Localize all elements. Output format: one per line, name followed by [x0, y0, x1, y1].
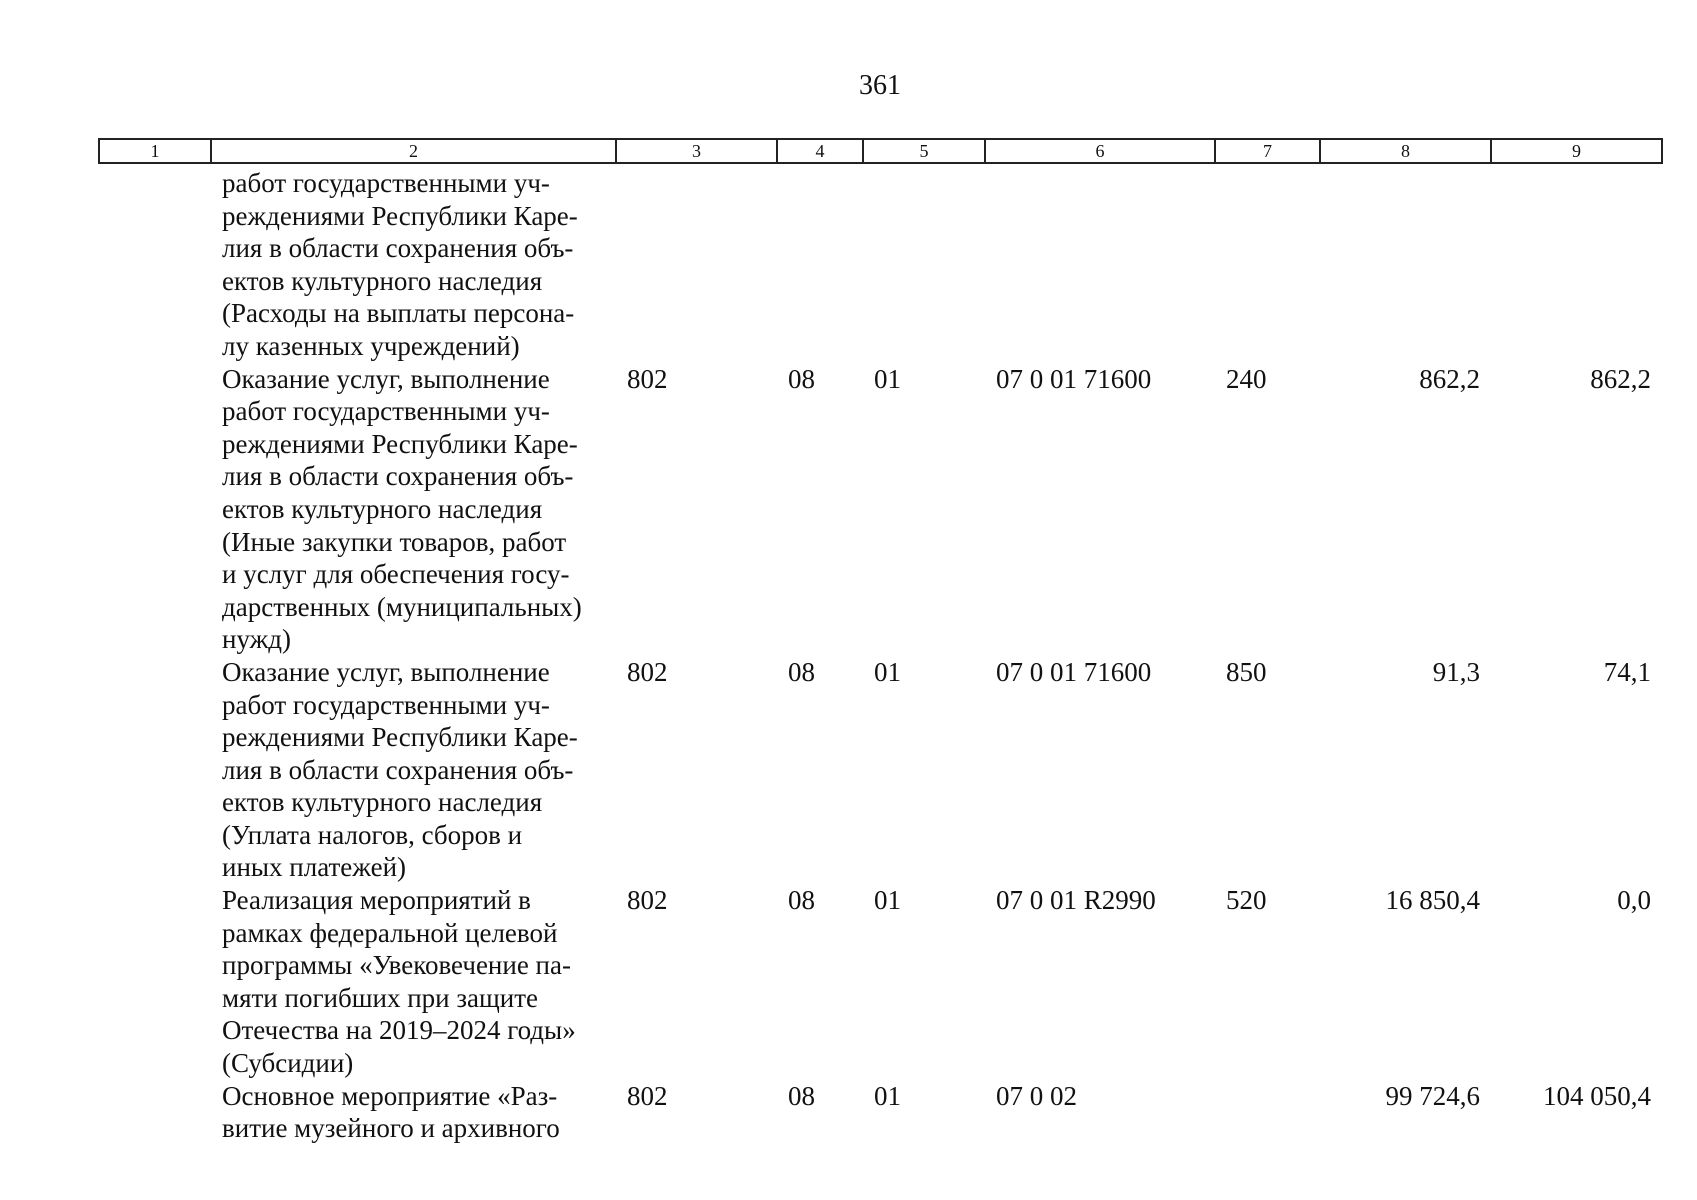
cell-amount-col8: 862,2 [1419, 363, 1480, 394]
cell-subsection: 01 [874, 656, 901, 687]
cell-col1 [99, 1080, 211, 1145]
cell-target-article: 07 0 01 71600 [996, 656, 1152, 687]
column-header-3: 3 [616, 139, 777, 163]
column-header-4: 4 [777, 139, 863, 163]
cell-ministry-code: 802 [627, 363, 668, 394]
column-number-header-row [99, 139, 1662, 163]
cell-expense-type [1215, 1080, 1320, 1145]
cell-amount-col8: 16 850,4 [1385, 885, 1480, 916]
budget-table [98, 138, 1663, 1145]
cell-description: Оказание услуг, выполнение работ государственными уч- реждениями Республики Каре- лия в области сохранения объ- ектов культурного наследия (Уплата налогов, сборов и иных платежей) [222, 656, 578, 883]
cell-description: работ государственными уч- реждениями Республики Каре- лия в области сохранения объ- ектов культурного наследия (Расходы на выплаты персона- лу казенных учреждений) [222, 168, 578, 361]
cell-ministry-code: 802 [627, 1080, 668, 1111]
column-header-9: 9 [1491, 139, 1662, 163]
cell-col1 [99, 884, 211, 1080]
cell-expense-type: 240 [1226, 363, 1267, 394]
cell-amount-col8: 91,3 [1432, 656, 1480, 687]
cell-col1 [99, 656, 211, 884]
cell-target-article: 07 0 02 [996, 1080, 1077, 1111]
cell-section: 08 [788, 656, 815, 687]
cell-section: 08 [788, 363, 815, 394]
cell-col1 [99, 363, 211, 656]
table-row [99, 1080, 1662, 1145]
cell-section: 08 [788, 885, 815, 916]
page-number: 361 [859, 70, 901, 101]
column-header-7: 7 [1215, 139, 1320, 163]
column-header-5: 5 [863, 139, 985, 163]
cell-subsection: 01 [874, 1080, 901, 1111]
column-header-2: 2 [211, 139, 616, 163]
column-header-8: 8 [1320, 139, 1491, 163]
cell-description: Основное мероприятие «Раз- витие музейного и архивного [222, 1080, 560, 1144]
column-header-6: 6 [985, 139, 1215, 163]
cell-expense-type [1215, 163, 1320, 363]
cell-amount-col8: 99 724,6 [1385, 1080, 1480, 1111]
cell-amount-col9: 104 050,4 [1543, 1080, 1651, 1111]
table-row [99, 656, 1662, 884]
cell-target-article: 07 0 01 R2990 [996, 885, 1156, 916]
cell-description: Реализация мероприятий в рамках федеральной целевой программы «Увековечение па- мяти погибших при защите Отечества на 2019–2024 годы» (Субсидии) [222, 885, 576, 1079]
cell-section: 08 [788, 1080, 815, 1111]
cell-amount-col9: 862,2 [1590, 363, 1651, 394]
cell-amount-col9 [1491, 163, 1662, 363]
cell-ministry-code [616, 163, 777, 363]
cell-amount-col9: 74,1 [1603, 656, 1651, 687]
cell-amount-col9: 0,0 [1617, 885, 1651, 916]
cell-subsection: 01 [874, 885, 901, 916]
cell-col1 [99, 163, 211, 363]
cell-ministry-code: 802 [627, 885, 668, 916]
cell-expense-type: 850 [1226, 656, 1267, 687]
cell-subsection: 01 [874, 363, 901, 394]
table-row [99, 363, 1662, 656]
table-row [99, 884, 1662, 1080]
cell-target-article: 07 0 01 71600 [996, 363, 1152, 394]
column-header-1: 1 [99, 139, 211, 163]
cell-section [777, 163, 863, 363]
cell-subsection [863, 163, 985, 363]
cell-amount-col8 [1320, 163, 1491, 363]
cell-target-article [985, 163, 1215, 363]
table-row [99, 163, 1662, 363]
cell-expense-type: 520 [1226, 885, 1267, 916]
cell-ministry-code: 802 [627, 656, 668, 687]
cell-description: Оказание услуг, выполнение работ государственными уч- реждениями Республики Каре- лия в области сохранения объ- ектов культурного наследия (Иные закупки товаров, работ и услуг для обеспечения госу- дарственных (муниципальных) нужд) [222, 363, 582, 655]
